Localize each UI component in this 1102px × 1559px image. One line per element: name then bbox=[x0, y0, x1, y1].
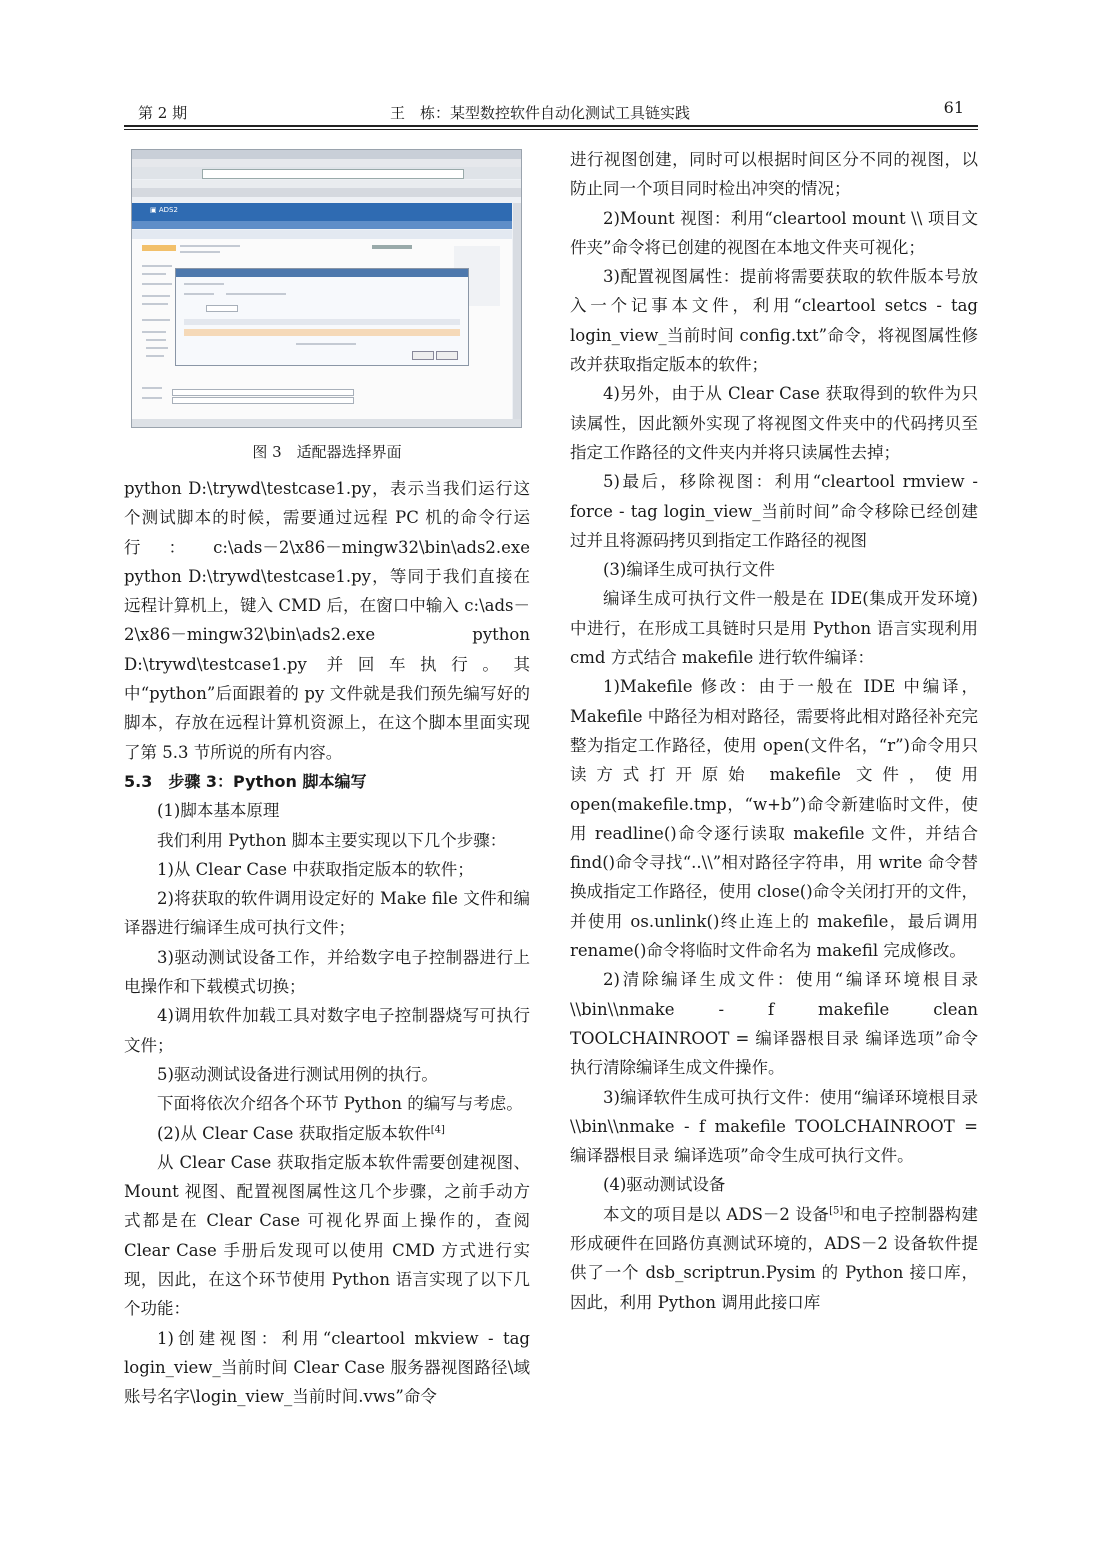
list-item: 3)驱动测试设备工作，并给数字电子控制器进行上电操作和下载模式切换； bbox=[124, 947, 530, 997]
list-item: 4)另外，由于从 Clear Case 获取得到的软件为只读属性，因此额外实现了将视图文件夹中的代码拷贝至指定工作路径的文件夹内并将只读属性去掉； bbox=[570, 384, 978, 462]
subsection-heading: (1)脚本基本原理 bbox=[157, 801, 280, 821]
list-item: 5)驱动测试设备进行测试用例的执行。 bbox=[157, 1064, 438, 1084]
figure-caption: 图 3 适配器选择界面 bbox=[252, 443, 402, 461]
header-rule bbox=[124, 125, 978, 127]
browser-menu-bar bbox=[132, 159, 521, 167]
list-item: 1)从 Clear Case 中获取指定版本的软件； bbox=[157, 859, 474, 879]
paragraph: 进行视图创建，同时可以根据时间区分不同的视图，以防止同一个项目同时检出冲突的情况； bbox=[570, 150, 978, 199]
left-column bbox=[124, 474, 530, 1412]
paragraph: python D:\trywd\testcase1.py，表示当我们运行这个测试脚本的时候，需要通过远程 PC 机的命令行运行：c:\ads－2\x86－mingw32\bin\ads2.exe python D:\trywd\testcase1.py，等同于我们直接在远程计算机上，键入 CMD 后，在窗口中输入 c:\ads－2\x86－mingw32\bin\ads2.exe python D:\trywd\testcase1.py 并回车执行。其中“python”后面跟着的 py 文件就是我们预先编写好的脚本，存放在远程计算机资源上，在这个脚本里面实现了第 5.3 节所说的所有内容。 bbox=[124, 479, 530, 762]
address-bar bbox=[202, 169, 464, 179]
dialog-selected-row bbox=[184, 329, 460, 336]
app-nav bbox=[132, 221, 512, 229]
dialog-cancel-button bbox=[436, 351, 458, 360]
list-item: 3)编译软件生成可执行文件：使用“编译环境根目录\\bin\\nmake - f makefile TOOLCHAINROOT = 编译器根目录 编译选项”命令生成可执行文件。 bbox=[570, 1087, 978, 1166]
app-header bbox=[132, 203, 512, 221]
dialog-title-bar bbox=[176, 269, 468, 277]
script-field bbox=[172, 397, 354, 404]
browser-title-bar bbox=[132, 150, 521, 159]
adapter-select-dialog bbox=[175, 268, 469, 366]
section-heading: 5.3 步骤 3：Python 脚本编写 bbox=[124, 771, 367, 791]
bookmarks-bar bbox=[132, 180, 521, 188]
list-item: 2)将获取的软件调用设定好的 Make file 文件和编译器进行编译生成可执行文件； bbox=[124, 889, 530, 938]
list-item: 2)清除编译生成文件：使用“编译环境根目录\\bin\\nmake - f makefile clean TOOLCHAINROOT = 编译器根目录 编译选项”命令执行清除编译生成文件操作。 bbox=[570, 970, 978, 1078]
page-number: 61 bbox=[943, 98, 964, 117]
running-header bbox=[124, 96, 978, 126]
subsection-heading: (2)从 Clear Case 获取指定版本软件[4] bbox=[157, 1123, 445, 1143]
paragraph: 从 Clear Case 获取指定版本软件需要创建视图、Mount 视图、配置视图属性这几个步骤，之前手动方式都是在 Clear Case 可视化界面上操作的，查阅 Clear Case 手册后发现可以使用 CMD 方式进行实现，因此，在这个环节使用 Python 语言实现了以下几个功能： bbox=[124, 1152, 530, 1319]
right-column bbox=[570, 145, 978, 1317]
paragraph: 本文的项目是以 ADS－2 设备[5]和电子控制器构建形成硬件在回路仿真测试环境的，ADS－2 设备软件提供了一个 dsb_scriptrun.Pysim 的 Python 接口库，因此，利用 Python 调用此接口库 bbox=[570, 1204, 979, 1312]
article-title: 王 栋：某型数控软件自动化测试工具链实践 bbox=[390, 104, 691, 122]
list-item: 1)创建视图：利用“cleartool mkview - tag login_view_当前时间 Clear Case 服务器视图路径\域账号名字\login_view_当前时间.vws”命令 bbox=[124, 1328, 530, 1407]
command-field bbox=[172, 389, 354, 396]
app-breadcrumb bbox=[132, 230, 512, 239]
dialog-next-button bbox=[412, 351, 434, 360]
list-item: 2)Mount 视图：利用“cleartool mount \\ 项目文件夹”命令将已创建的视图在本地文件夹可视化； bbox=[570, 208, 978, 257]
browser-status-bar bbox=[132, 419, 521, 427]
citation-ref: [5] bbox=[829, 1205, 844, 1217]
paragraph: 我们利用 Python 脚本主要实现以下几个步骤： bbox=[157, 830, 507, 850]
paragraph: 编译生成可执行文件一般是在 IDE(集成开发环境)中进行，在形成工具链时只是用 Python 语言实现利用 cmd 方式结合 makefile 进行软件编译： bbox=[570, 589, 978, 668]
journal-issue: 第 2 期 bbox=[138, 104, 188, 122]
list-item: 5)最后，移除视图：利用“cleartool rmview - force - tag login_view_当前时间”命令移除已经创建过并且将源码拷贝到指定工作路径的视图 bbox=[570, 472, 978, 550]
figure-3-screenshot bbox=[131, 149, 522, 428]
paragraph: 下面将依次介绍各个环节 Python 的编写与考虑。 bbox=[157, 1094, 523, 1114]
subsection-heading: (3)编译生成可执行文件 bbox=[603, 560, 775, 580]
citation-ref: [4] bbox=[430, 1124, 445, 1136]
app-logo: ▣ ADS2 bbox=[150, 206, 178, 214]
list-item: 3)配置视图属性：提前将需要获取的软件版本号放入一个记事本文件，利用“cleartool setcs - tag login_view_当前时间 config.txt”命令，将视图属性修改并获取指定版本的软件； bbox=[570, 267, 978, 375]
list-item: 4)调用软件加载工具对数字电子控制器烧写可执行文件； bbox=[124, 1006, 530, 1055]
warning-badge bbox=[142, 245, 176, 251]
dialog-table-header bbox=[184, 319, 460, 325]
header-rule-thin bbox=[124, 129, 978, 130]
scrollbar bbox=[513, 203, 521, 419]
list-item: 1)Makefile 修改：由于一般在 IDE 中编译，Makefile 中路径为相对路径，需要将此相对路径补充完整为指定工作路径，使用 open(文件名，“r”)命令用只读方式打开原始 makefile 文件，使用 open(makefile.tmp，“w+b”)命令新建临时文件，使用 readline()命令逐行读取 makefile 文件，并结合 find()命令寻找“..\\”相对路径字符串，用 write 命令替换成指定工作路径，使用 close()命令关闭打开的文件，并使用 os.unlink()终止连上的 makefile，最后调用 rename()命令将临时文件命名为 makefil 完成修改。 bbox=[570, 677, 978, 961]
browser-tab-strip bbox=[132, 188, 521, 197]
subsection-heading: (4)驱动测试设备 bbox=[603, 1175, 726, 1195]
